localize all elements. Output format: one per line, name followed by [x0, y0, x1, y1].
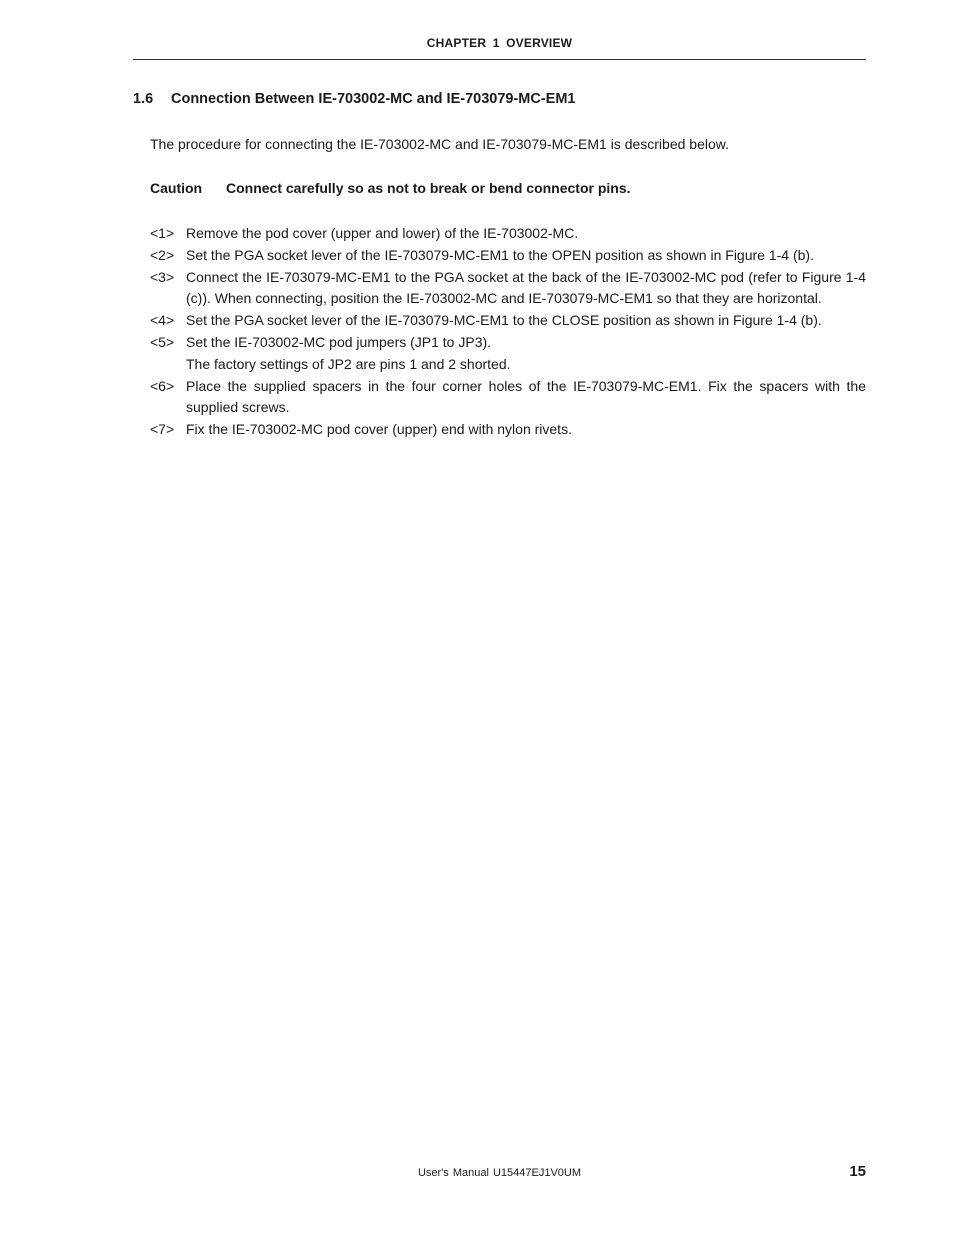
section-number: 1.6: [133, 91, 154, 107]
step-line: Set the PGA socket lever of the IE-703079-MC-EM1 to the CLOSE position as shown in Figure 1-4 (b).: [186, 312, 822, 329]
step-5: [150, 332, 866, 376]
step-text: [186, 332, 866, 376]
step-4: [150, 310, 866, 332]
step-line: The factory settings of JP2 are pins 1 and 2 shorted.: [186, 355, 511, 372]
chapter-header: CHAPTER 1 OVERVIEW: [426, 36, 573, 50]
step-marker: <6>: [150, 377, 175, 394]
step-line: Set the IE-703002-MC pod jumpers (JP1 to JP3).: [186, 333, 492, 350]
step-6: [150, 376, 866, 420]
step-text: [186, 267, 866, 311]
header-divider: [133, 59, 866, 60]
step-2: [150, 245, 866, 267]
procedure-steps: [150, 223, 866, 441]
step-text: [186, 310, 866, 332]
manual-footer: User's Manual U15447EJ1V0UM: [417, 1167, 582, 1179]
caution-label: Caution: [150, 180, 203, 196]
step-marker: <4>: [150, 312, 175, 329]
step-text: [186, 245, 866, 267]
step-marker: <7>: [150, 421, 175, 438]
step-line: Set the PGA socket lever of the IE-703079-MC-EM1 to the OPEN position as shown in Figure 1-4 (b).: [186, 246, 814, 263]
step-line: Connect the IE-703079-MC-EM1 to the PGA socket at the back of the IE-703002-MC pod (refer to Figure 1-4: [186, 268, 866, 285]
caution-note: [150, 180, 631, 196]
step-line: (c)). When connecting, position the IE-703002-MC and IE-703079-MC-EM1 so that they are horizontal.: [186, 290, 822, 307]
step-marker: <1>: [150, 225, 175, 241]
step-line: Remove the pod cover (upper and lower) of the IE-703002-MC.: [186, 225, 579, 241]
intro-paragraph: The procedure for connecting the IE-703002-MC and IE-703079-MC-EM1 is described below.: [150, 136, 729, 152]
step-7: [150, 419, 866, 441]
step-marker: <3>: [150, 268, 175, 285]
page-number: 15: [849, 1163, 866, 1180]
step-marker: <2>: [150, 246, 175, 263]
section-heading: [133, 91, 576, 107]
step-3: [150, 267, 866, 311]
step-1: [150, 223, 866, 245]
step-line: supplied screws.: [186, 399, 290, 416]
step-line: Fix the IE-703002-MC pod cover (upper) end with nylon rivets.: [186, 421, 572, 438]
caution-text: Connect carefully so as not to break or bend connector pins.: [226, 180, 631, 196]
step-line: Place the supplied spacers in the four corner holes of the IE-703079-MC-EM1. Fix the spacers with the: [186, 377, 866, 394]
step-text: [186, 419, 866, 441]
step-marker: <5>: [150, 333, 175, 350]
step-text: [186, 376, 866, 420]
section-title: Connection Between IE-703002-MC and IE-703079-MC-EM1: [171, 91, 576, 107]
step-text: [186, 223, 866, 245]
